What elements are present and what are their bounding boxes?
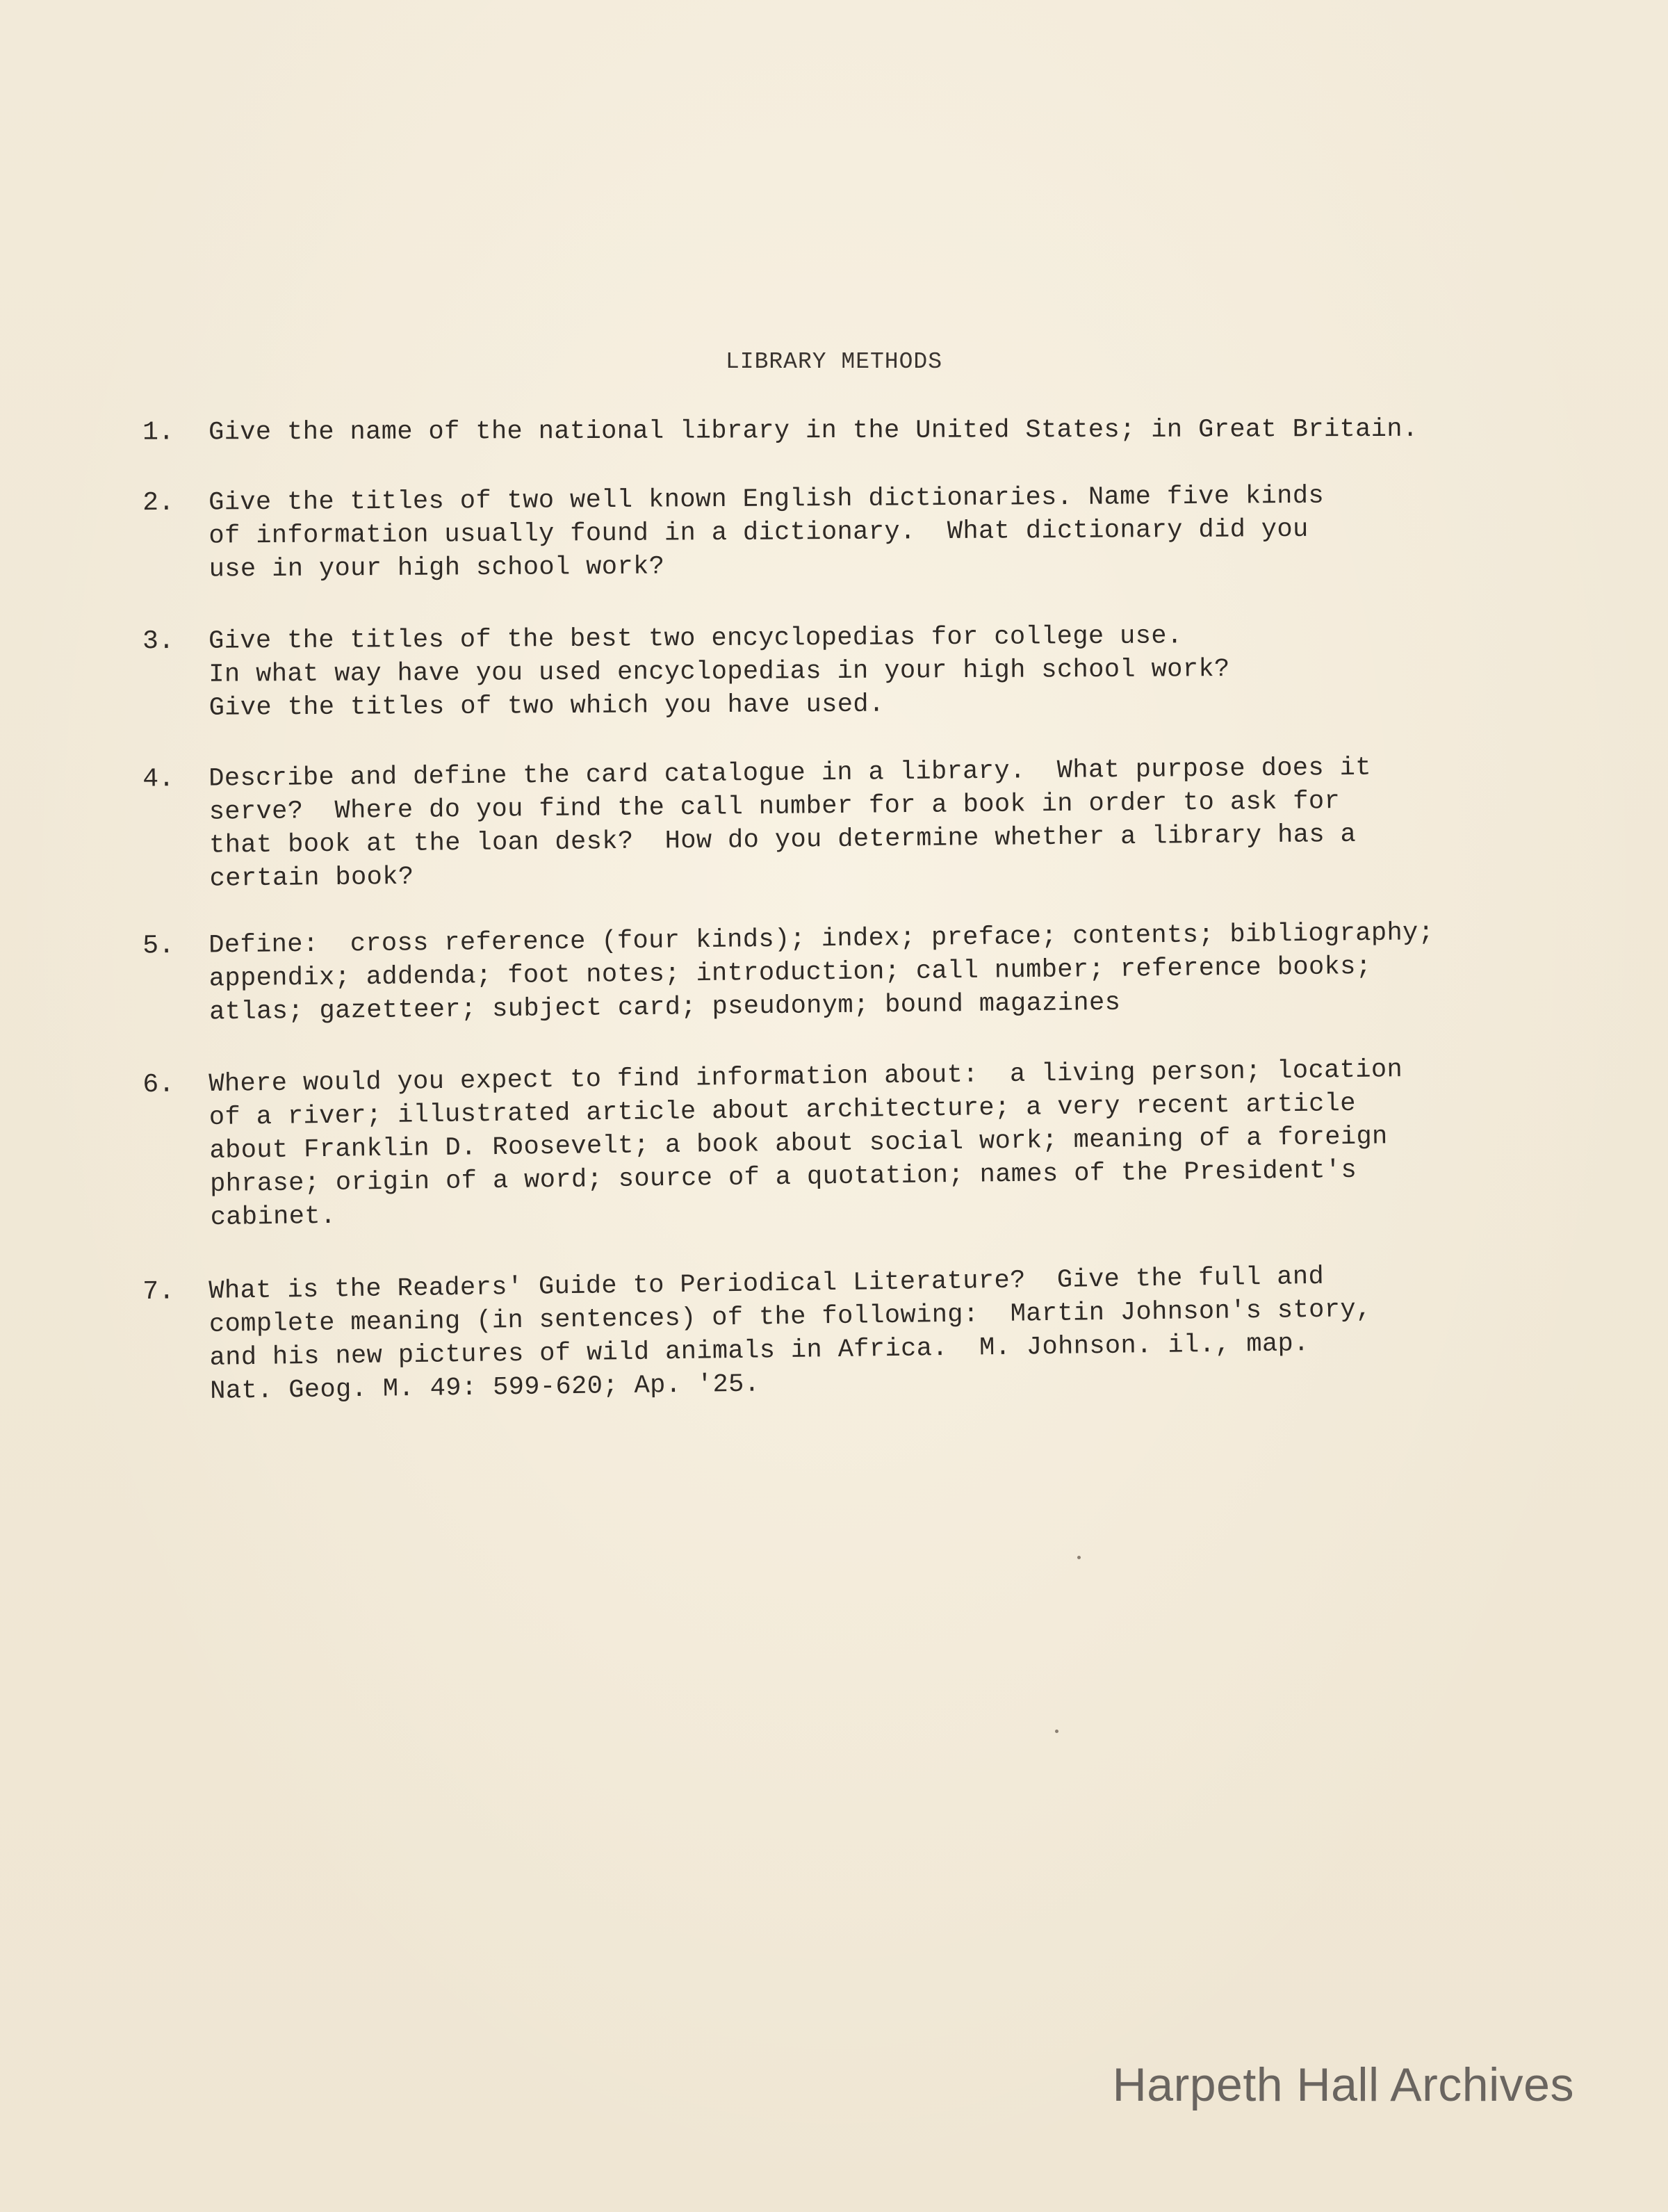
question-line: atlas; gazetteer; subject card; pseudonym; bound magazines [209, 988, 1121, 1027]
question-number: 4. [142, 764, 175, 795]
question-line: Give the titles of two well known English dictionaries. Name five kinds [208, 481, 1325, 518]
archive-watermark: Harpeth Hall Archives [1112, 2058, 1574, 2111]
question-line: complete meaning (in sentences) of the following: Martin Johnson's story, [208, 1294, 1372, 1340]
question-number: 7. [142, 1276, 175, 1308]
question-2 [142, 478, 1532, 585]
question-line: cabinet. [210, 1201, 336, 1233]
question-line: use in your high school work? [208, 552, 665, 585]
question-line: appendix; addenda; foot notes; introduction; call number; reference books; [208, 952, 1372, 994]
question-5 [142, 916, 1532, 1027]
question-line: Give the name of the national library in the United States; in Great Britain. [208, 414, 1418, 448]
question-line: Where would you expect to find information about: a living person; location [208, 1055, 1403, 1100]
question-number: 1. [142, 417, 174, 448]
question-line: Define: cross reference (four kinds); index; preface; contents; bibliography; [208, 918, 1434, 961]
question-text [208, 916, 1530, 1030]
paper-speck [1077, 1556, 1081, 1559]
question-line: What is the Readers' Guide to Periodical Literature? Give the full and [208, 1262, 1325, 1306]
question-number: 2. [142, 487, 174, 519]
question-7 [142, 1258, 1532, 1406]
question-text [208, 1052, 1531, 1235]
question-3 [142, 618, 1532, 723]
question-line: phrase; origin of a word; source of a quotation; names of the President's [209, 1155, 1357, 1200]
question-number: 6. [142, 1069, 175, 1100]
question-number: 5. [142, 930, 175, 961]
question-text [208, 412, 1529, 449]
question-line: serve? Where do you find the call number for a book in order to ask for [208, 787, 1341, 827]
paper-speck [1055, 1730, 1058, 1733]
question-line: about Franklin D. Roosevelt; a book about social work; meaning of a foreign [209, 1122, 1388, 1166]
question-text [208, 1258, 1530, 1408]
question-text [208, 749, 1530, 895]
question-line: Nat. Geog. M. 49: 599-620; Ap. '25. [210, 1369, 760, 1406]
question-line: that book at the loan desk? How do you determine whether a library has a [208, 820, 1357, 861]
question-line: Give the titles of the best two encyclopedias for college use. [208, 621, 1183, 656]
question-line: certain book? [209, 862, 414, 894]
question-line: of a river; illustrated article about architecture; a very recent article [208, 1089, 1357, 1133]
question-text [208, 618, 1530, 725]
question-line: Describe and define the card catalogue in a library. What purpose does it [208, 753, 1372, 794]
document-title: LIBRARY METHODS [725, 349, 943, 375]
question-1 [142, 412, 1532, 448]
question-line: Give the titles of two which you have used. [208, 690, 885, 723]
question-line: and his new pictures of wild animals in Africa. M. Johnson. il., map. [209, 1329, 1310, 1373]
question-number: 3. [142, 626, 174, 657]
question-line: In what way have you used encyclopedias in your high school work? [208, 655, 1230, 690]
question-4 [142, 749, 1532, 894]
question-text [208, 478, 1530, 587]
question-6 [142, 1052, 1532, 1233]
question-line: of information usually found in a dictionary. What dictionary did you [208, 514, 1309, 551]
